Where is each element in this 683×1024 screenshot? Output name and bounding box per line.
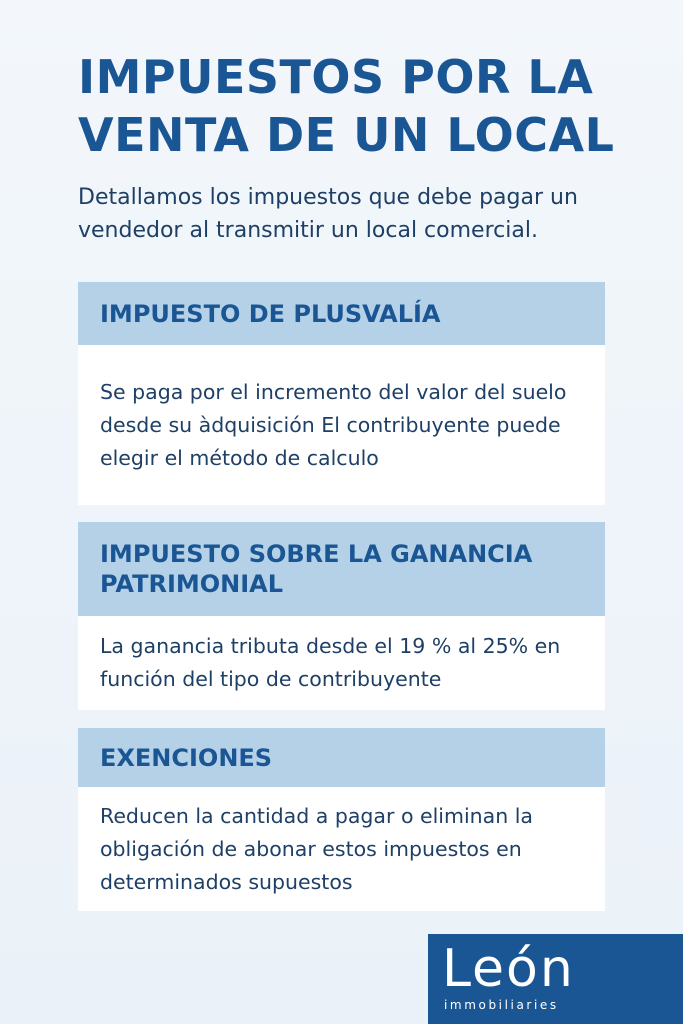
section-heading: IMPUESTO DE PLUSVALÍA — [100, 299, 441, 328]
section-text: Reducen la cantidad a pagar o eliminan la obligación de abonar estos impuestos en determinados supuestos — [100, 803, 533, 894]
logo-tagline: immobiliaries — [444, 998, 559, 1012]
section-body — [78, 616, 605, 710]
section-exenciones — [78, 728, 605, 911]
section-header — [78, 282, 605, 345]
section-text: La ganancia tributa desde el 19 % al 25% en función del tipo de contribuyente — [100, 634, 561, 691]
section-plusvalia — [78, 282, 605, 505]
section-body — [78, 787, 605, 911]
section-heading: EXENCIONES — [100, 743, 273, 772]
page-title: IMPUESTOS POR LA VENTA DE UN LOCAL — [78, 50, 615, 162]
brand-logo — [428, 934, 683, 1024]
section-header — [78, 728, 605, 787]
logo-name: León — [442, 939, 575, 999]
section-header — [78, 522, 605, 616]
section-heading: IMPUESTO SOBRE LA GANANCIA PATRIMONIAL — [100, 540, 533, 598]
section-body — [78, 345, 605, 505]
section-text: Se paga por el incremento del valor del suelo desde su àdquisición El contribuyente puede elegir el método de calculo — [100, 379, 567, 470]
section-ganancia-patrimonial — [78, 522, 605, 710]
page-subtitle: Detallamos los impuestos que debe pagar un vendedor al transmitir un local comercial. — [78, 185, 578, 243]
